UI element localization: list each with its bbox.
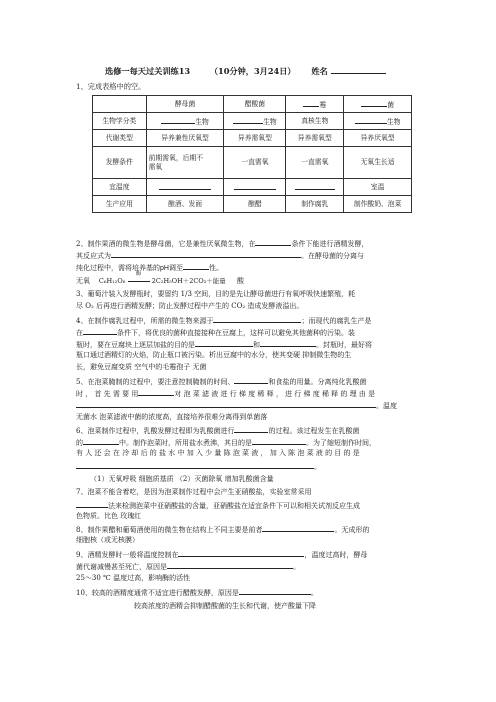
worksheet-meta: （10分钟，3月24日） <box>209 66 296 76</box>
table-cell: 酿醋 <box>224 196 286 213</box>
q5-line: 时 ， 首 先 需 要 用 对 泡 菜 滤 液 进 行 梯 度 稀 释 ， 进 行 梯 度 稀 释 的 理 由 是 <box>76 390 376 398</box>
table-row <box>93 196 412 213</box>
answer-blank[interactable] <box>252 437 306 445</box>
answer-blank[interactable] <box>234 182 276 190</box>
q8-line: 8、制作果醋和葡萄酒使用的微生物在结构上不同主要是前者 。无成形的 <box>76 526 370 534</box>
answer-blank[interactable] <box>159 182 211 190</box>
answer-blank[interactable] <box>76 500 108 508</box>
q2-answer-line: 无氧 C₆H₁₂O₆ 酶 2C₂H₅OH＋2CO₂＋能量 酸 <box>76 271 244 285</box>
q6-answer-line: （1）无氧呼吸 细胞质基质 （2）灭菌除氧 增加乳酸菌含量 <box>90 475 274 483</box>
answer-blank[interactable] <box>355 116 387 124</box>
table-row-header: 发酵条件 <box>93 147 147 179</box>
table-header-row <box>93 96 412 113</box>
table-cell: 室温 <box>344 179 412 196</box>
q6-line: 6、泡菜制作过程中，乳酸发酵过程即为乳酸菌进行 的过程。该过程发生在乳酸菌 <box>76 427 360 435</box>
answer-blank[interactable] <box>255 238 291 246</box>
table-cell: 制作酸奶、泡菜 <box>344 196 412 213</box>
table-cell <box>146 179 224 196</box>
answer-blank[interactable] <box>76 461 314 469</box>
question-1: 1、完成表格中的空。 <box>76 82 146 91</box>
name-blank[interactable] <box>331 66 386 74</box>
answer-blank[interactable] <box>167 561 293 569</box>
answer-blank[interactable] <box>295 182 335 190</box>
q4-line: 瓶时，要在豆腐块上逐层加盐的目的是 和 。封瓶时，最好将 <box>76 341 372 349</box>
table-cell: 异养兼性厌氧型 <box>146 130 224 147</box>
answer-blank[interactable] <box>234 376 268 384</box>
q9-answer-line: 25～30 ℃ 温度过高，影响酶的活性 <box>76 574 191 582</box>
table-cell: 真核生物 <box>286 113 344 130</box>
table-cell <box>224 179 286 196</box>
cell-line: 前期需氧，后期不 <box>148 154 204 163</box>
q5-line: 5、在泡菜腌制的过程中，要注意控制腌制的时间、 和食盐的用量。分离纯化乳酸菌 <box>76 378 367 386</box>
answer-blank[interactable] <box>234 425 268 433</box>
answer-blank[interactable] <box>195 339 253 347</box>
q4-line: 瓶口通过酒精灯的火焰，防止瓶口被污染。析出豆腐中的水分，使其变硬 抑制微生物的生 <box>76 351 352 359</box>
answer-blank[interactable] <box>178 549 304 557</box>
table-cell: 生物 <box>224 113 286 130</box>
answer-blank[interactable] <box>111 250 301 258</box>
q3-line: 尽 O₂ 后再进行酒精发酵；防止发酵过程中产生的 CO₂ 造成发酵液溢出。 <box>76 302 304 310</box>
answer-blank[interactable] <box>239 587 311 595</box>
worksheet-title: 选修一每天过关训练13 <box>105 66 191 76</box>
reaction-arrow: 酶 <box>128 277 150 286</box>
answer-blank[interactable] <box>260 339 316 347</box>
q5-answer-line: 无菌水 泡菜滤液中菌的浓度高，直接培养很难分离得到单菌落 <box>76 413 268 421</box>
q3-line: 3、葡萄汁装入发酵瓶时，要留约 1/3 空间，目的是先让酵母菌进行有氧呼吸快速繁殖，耗 <box>76 290 356 298</box>
answer-blank[interactable] <box>233 116 263 124</box>
answer-blank[interactable] <box>161 116 195 124</box>
table-row-header: 生产应用 <box>93 196 147 213</box>
answer-blank[interactable] <box>303 99 319 107</box>
q2-line: 纯化过程中，需将培养基的pH调至 性。 <box>76 264 223 272</box>
q4-line: 4、在制作腐乳过程中，所需的微生物来源于 ；而现代的腐乳生产是 <box>76 317 372 325</box>
q5-line: 。温度 <box>76 400 416 411</box>
table-cell: 无氧生长适 <box>344 147 412 179</box>
table-header-cell: 醋酸菌 <box>224 96 286 113</box>
answer-blank[interactable] <box>83 327 117 335</box>
table-row-header: 生物学分类 <box>93 113 147 130</box>
answer-blank[interactable] <box>76 400 376 408</box>
answer-blank[interactable] <box>83 437 119 445</box>
table-cell: 一直需氧 <box>286 147 344 179</box>
q10-line: 10、较高的酒精度通常不适宜进行醋酸发酵，原因是 。 <box>76 589 318 597</box>
q9-line: 9、酒精发酵时一般将温度控制在 ，温度过高时，酵母 <box>76 551 368 559</box>
table-row-header: 宜温度 <box>93 179 147 196</box>
table-cell <box>146 147 224 179</box>
q6-line: 。 <box>76 461 416 472</box>
table-corner-cell <box>93 96 147 113</box>
table-row <box>93 130 412 147</box>
q8-answer-line: 细胞核（或无核膜） <box>76 536 139 544</box>
table-header-cell: 菌 <box>344 96 412 113</box>
table-row <box>93 179 412 196</box>
q6-line: 的 中。制作泡菜时，所用盐水煮沸，其目的是 。为了缩短制作时间， <box>76 439 376 447</box>
q4-line: 在 条件下，将优良的菌种直接接种在豆腐上，这样可以避免其他菌种的污染。装 <box>76 329 355 337</box>
q4-answer-line: 长，避免豆腐变质 空气中的毛霉孢子 无菌 <box>76 363 207 371</box>
q6-line: 有 人 还 会 在 冷 却 后 的 盐 水 中 加 入 少 量 陈 泡 菜 液 ， 加 入 陈 泡 菜 液 的 目 的 是 <box>76 449 360 457</box>
table-row-header: 代谢类型 <box>93 130 147 147</box>
table-cell: 生物 <box>146 113 224 130</box>
table-header-cell: 霉 <box>286 96 344 113</box>
answer-blank[interactable] <box>213 315 301 323</box>
table-cell: 异养需氧型 <box>286 130 344 147</box>
table-cell: 异养厌氧型 <box>344 130 412 147</box>
answer-blank[interactable] <box>361 99 387 107</box>
table-row <box>93 147 412 179</box>
q7-line: 法来检测泡菜中亚硝酸盐的含量，亚硝酸盐在适宜条件下可以和相关试剂反应生成 <box>76 500 416 511</box>
table-cell <box>286 179 344 196</box>
table-cell: 异养需氧型 <box>224 130 286 147</box>
table-cell: 生物 <box>344 113 412 130</box>
microbe-table <box>92 95 412 213</box>
q7-answer-line: 色物质。比色 玫瑰红 <box>76 512 142 520</box>
cell-line: 需氧 <box>148 162 163 171</box>
name-label: 姓名 <box>311 66 328 76</box>
q9-line: 菌代谢减慢甚至死亡，原因是 。 <box>76 563 300 571</box>
table-row <box>93 113 412 130</box>
table-cell: 酿酒、发面 <box>146 196 224 213</box>
answer-blank[interactable] <box>138 388 174 396</box>
q10-answer-line: 较高浓度的酒精会抑制醋酸菌的生长和代谢，使产酸量下降 <box>134 602 316 610</box>
answer-blank[interactable] <box>262 524 334 532</box>
table-cell: 制作腐乳 <box>286 196 344 213</box>
q2-line: 2、制作果酒的微生物是酵母菌，它是兼性厌氧微生物，在 条件下能进行酒精发酵， <box>76 240 369 248</box>
q2-line: 其反应式为 。在酵母菌的分离与 <box>76 252 364 260</box>
q7-line: 7、泡菜不能含着吃，是因为泡菜制作过程中会产生亚硝酸盐，实验室常采用 <box>76 488 312 496</box>
table-header-cell: 酵母菌 <box>146 96 224 113</box>
table-cell: 一直需氧 <box>224 147 286 179</box>
worksheet-header <box>105 66 435 76</box>
answer-blank[interactable] <box>183 262 209 270</box>
